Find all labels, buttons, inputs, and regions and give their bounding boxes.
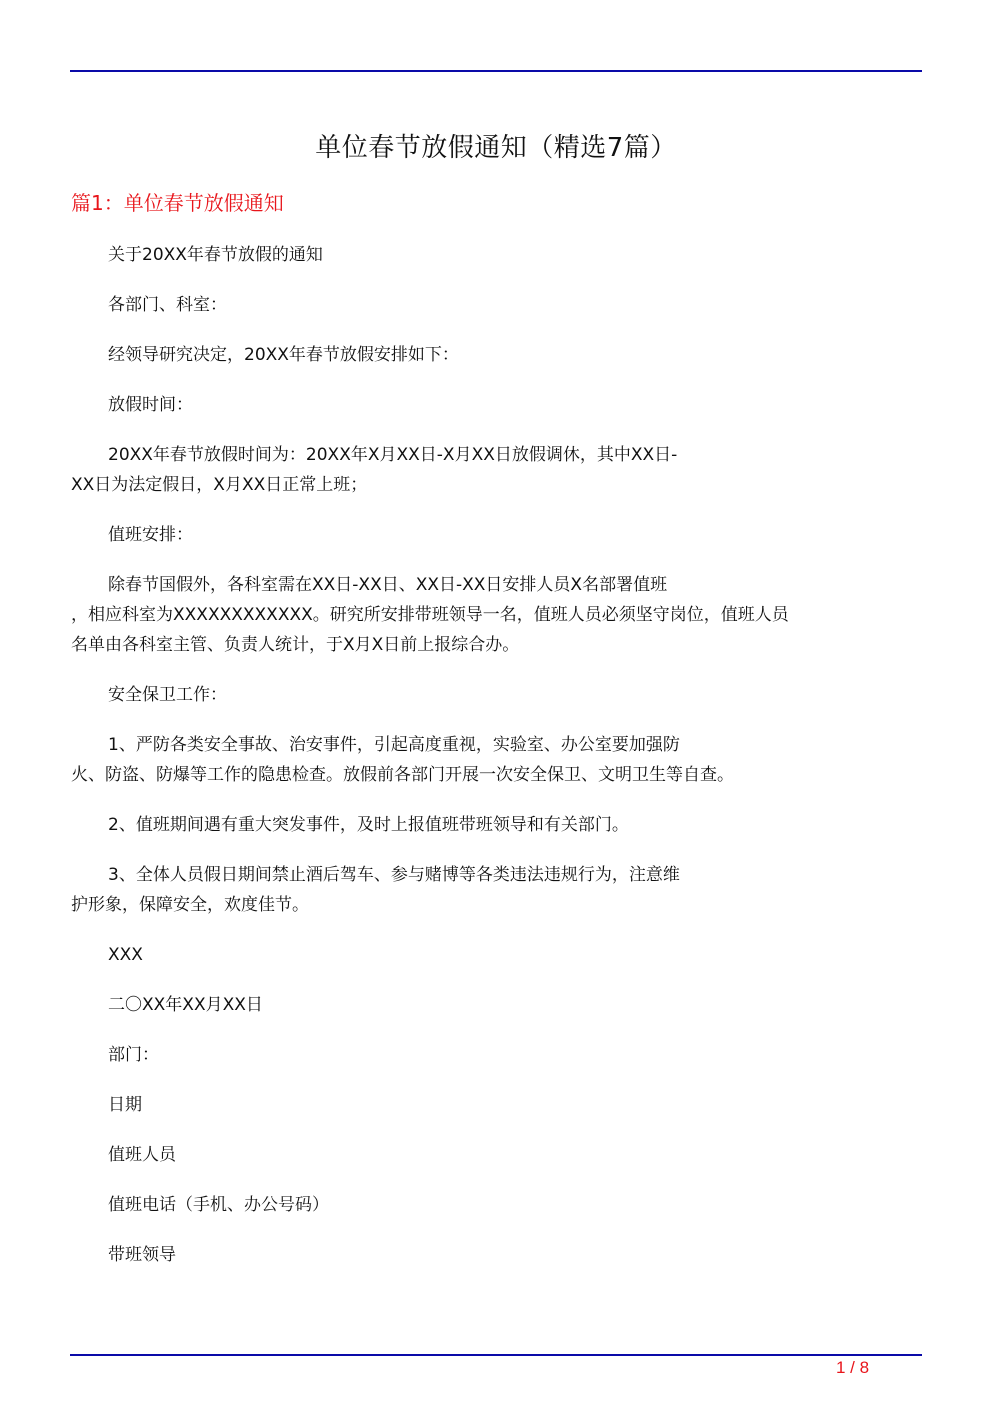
paragraph-shift-leader-label — [71, 1240, 911, 1270]
paragraph-security-item-3 — [71, 860, 911, 920]
paragraph-date-label — [71, 1090, 911, 1120]
paragraph-decision — [71, 340, 911, 370]
paragraph-duty-staff-label — [71, 1140, 911, 1170]
document-title: 单位春节放假通知（精选7篇） — [315, 133, 677, 163]
page-number: 1 / 8 — [836, 1358, 870, 1377]
paragraph-recipients — [71, 290, 911, 320]
paragraph-text: 安全保卫工作： — [108, 685, 227, 705]
paragraph-line: 1、严防各类安全事故、治安事件，引起高度重视，实验室、办公室要加强防 — [108, 735, 680, 755]
paragraph-text: 值班人员 — [108, 1145, 176, 1165]
paragraph-duty-label — [71, 520, 911, 550]
paragraph-duty-arrangement — [71, 570, 911, 660]
paragraph-holiday-time — [71, 440, 911, 500]
paragraph-text: 关于20XX年春节放假的通知 — [108, 245, 323, 265]
paragraph-line: 除春节国假外，各科室需在XX日-XX日、XX日-XX日安排人员X名部署值班 — [108, 575, 668, 595]
paragraph-line: 3、全体人员假日期间禁止酒后驾车、参与赌博等各类违法违规行为，注意维 — [108, 865, 680, 885]
paragraph-line: 护形象，保障安全，欢度佳节。 — [71, 895, 309, 915]
header-rule — [70, 70, 922, 72]
paragraph-text: XXX — [108, 945, 143, 965]
section-heading: 篇1：单位春节放假通知 — [71, 191, 284, 215]
paragraph-text: 各部门、科室： — [108, 295, 227, 315]
paragraph-text: 值班安排： — [108, 525, 193, 545]
paragraph-notice-title — [71, 240, 911, 270]
paragraph-line: ，相应科室为XXXXXXXXXXXX。研究所安排带班领导一名，值班人员必须坚守岗位，值班人员 — [71, 605, 789, 625]
paragraph-line: 火、防盗、防爆等工作的隐患检查。放假前各部门开展一次安全保卫、文明卫生等自查。 — [71, 765, 734, 785]
paragraph-duty-phone-label — [71, 1190, 911, 1220]
paragraph-text: 日期 — [108, 1095, 142, 1115]
paragraph-security-item-1 — [71, 730, 911, 790]
paragraph-date — [71, 990, 911, 1020]
paragraph-security-label — [71, 680, 911, 710]
paragraph-text: 放假时间： — [108, 395, 193, 415]
paragraph-text: 经领导研究决定，20XX年春节放假安排如下： — [108, 345, 459, 365]
paragraph-text: 部门： — [108, 1045, 159, 1065]
paragraph-department-label — [71, 1040, 911, 1070]
paragraph-text: 二〇XX年XX月XX日 — [108, 995, 263, 1015]
paragraph-text: 2、值班期间遇有重大突发事件，及时上报值班带班领导和有关部门。 — [108, 815, 629, 835]
paragraph-line: 名单由各科室主管、负责人统计，于X月X日前上报综合办。 — [71, 635, 520, 655]
footer-rule — [70, 1354, 922, 1356]
paragraph-text: 带班领导 — [108, 1245, 176, 1265]
paragraph-line: XX日为法定假日，X月XX日正常上班； — [71, 475, 368, 495]
paragraph-line: 20XX年春节放假时间为：20XX年X月XX日-X月XX日放假调休，其中XX日- — [108, 445, 678, 465]
paragraph-text: 值班电话（手机、办公号码） — [108, 1195, 329, 1215]
paragraph-signature — [71, 940, 911, 970]
paragraph-security-item-2 — [71, 810, 911, 840]
paragraph-holiday-time-label — [71, 390, 911, 420]
